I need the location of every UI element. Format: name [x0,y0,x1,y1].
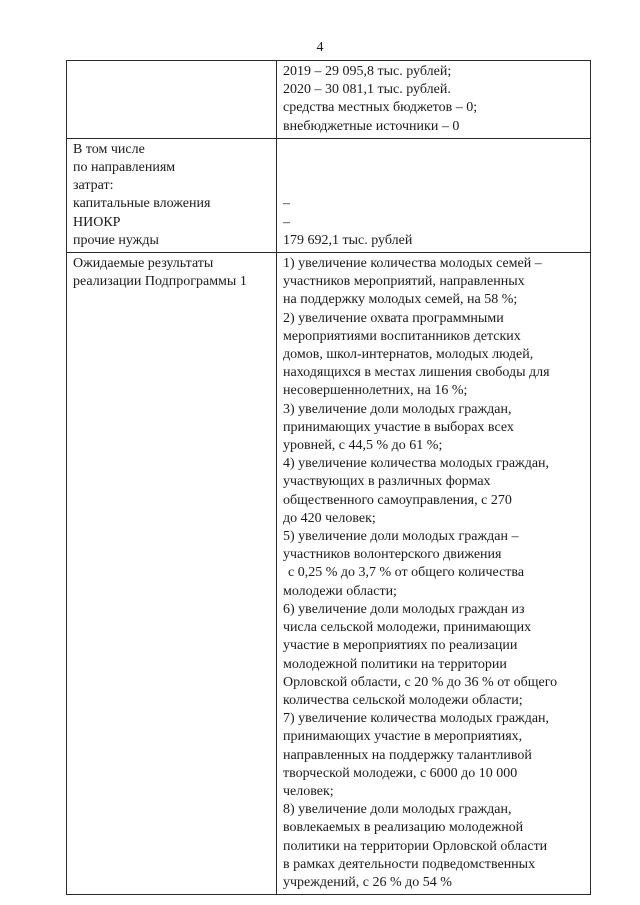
page-number: 4 [316,40,324,55]
table-row-expense-directions [67,138,591,252]
result-line: домов, школ-интернатов, молодых людей, [283,347,534,363]
funding-2019-line: 2019 – 29 095,8 тыс. рублей; [283,64,452,79]
row1-label-cell [67,61,277,139]
result-line: 8) увеличение доли молодых граждан, [283,802,512,818]
row3-label-line: Ожидаемые результаты [73,256,214,272]
table-row-funding [67,61,591,139]
row3-label-cell [67,253,277,895]
result-line: человек; [283,783,334,799]
result-line: числа сельской молодежи, принимающих [283,620,532,636]
result-line: 7) увеличение количества молодых граждан, [283,711,550,727]
rnd-value: – [283,214,290,230]
row2-value-line [283,141,587,159]
result-line: несовершеннолетних, на 16 %; [283,383,468,399]
result-line: 2) увеличение охвата программными [283,310,504,326]
capital-investment-value: – [283,196,290,212]
result-line: на поддержку молодых семей, на 58 %; [283,292,518,308]
row3-label-line: реализации Подпрограммы 1 [73,274,247,290]
row2-label-line: по направлениям [73,160,176,176]
other-needs-value: 179 692,1 тыс. рублей [283,232,413,248]
result-line: политики на территории Орловской области [283,838,548,854]
result-line: 6) увеличение доли молодых граждан из [283,601,525,617]
row2-label-line: НИОКР [73,214,121,230]
row3-value-cell [277,253,591,895]
result-line: участников мероприятий, направленных [283,274,525,290]
result-line: участников волонтерского движения [283,547,502,563]
result-line: молодежной политики на территории [283,656,507,672]
result-line: 3) увеличение доли молодых граждан, [283,401,512,417]
row2-value-line [283,159,587,177]
result-line: общественного самоуправления, с 270 [283,492,512,508]
result-line: принимающих участие в выборах всех [283,419,514,435]
row2-label-cell [67,138,277,252]
row2-value-line [283,177,587,195]
result-line: участвующих в различных формах [283,474,491,490]
result-line: 5) увеличение доли молодых граждан – [283,529,519,545]
result-line: находящихся в местах лишения свободы для [283,365,550,381]
row1-value-cell [277,61,591,139]
result-line: учреждений, с 26 % до 54 % [283,874,452,890]
result-line: с 0,25 % до 3,7 % от общего количества [288,565,525,581]
result-line: направленных на поддержку талантливой [283,747,532,763]
funding-2020-line: 2020 – 30 081,1 тыс. рублей. [283,82,451,98]
result-line: до 420 человек; [283,510,376,526]
result-line: уровней, с 44,5 % до 61 %; [283,438,443,454]
result-line: принимающих участие в мероприятиях, [283,729,523,745]
result-line: 1) увеличение количества молодых семей – [283,256,542,272]
result-line: мероприятиями воспитанников детских [283,328,521,344]
table-row-expected-results [67,253,591,895]
result-line: творческой молодежи, с 6000 до 10 000 [283,765,518,781]
result-line: в рамках деятельности подведомственных [283,856,536,872]
row2-label-line: В том числе [73,141,145,157]
row2-label-line: капитальные вложения [73,196,211,212]
result-line: количества сельской молодежи области; [283,692,523,708]
result-line: вовлекаемых в реализацию молодежной [283,820,524,836]
result-line: Орловской области, с 20 % до 36 % от общего [283,674,558,690]
extrabudget-line: внебюджетные источники – 0 [283,118,460,134]
result-line: молодежи области; [283,583,397,599]
result-line: 4) увеличение количества молодых граждан, [283,456,550,472]
row2-label-line: затрат: [73,178,114,194]
row2-label-line: прочие нужды [73,232,159,248]
local-budget-line: средства местных бюджетов – 0; [283,100,478,116]
result-line: участие в мероприятиях по реализации [283,638,518,654]
program-table [66,60,591,895]
row2-value-cell [277,138,591,252]
